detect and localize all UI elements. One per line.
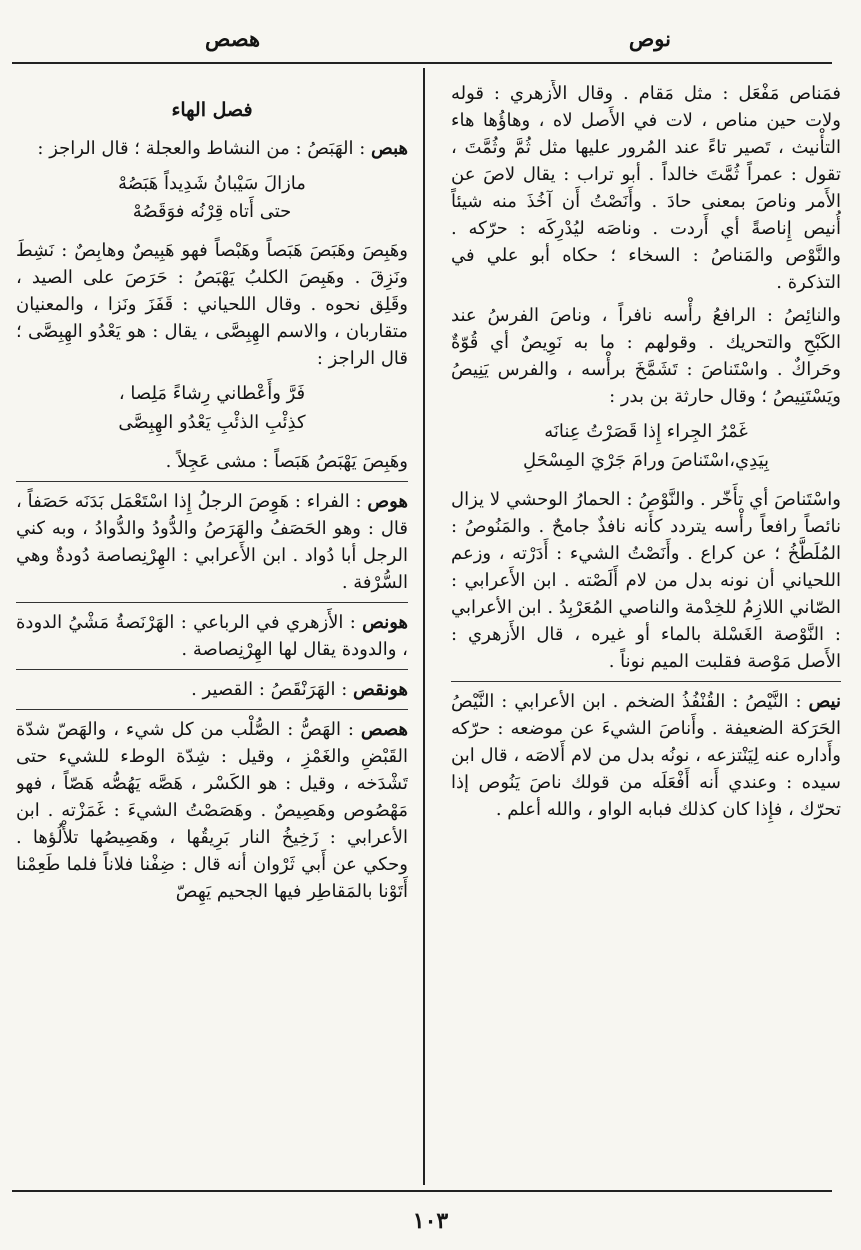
entry-text: : النَّيْصُ : القُنْفُذُ الضخم . ابن الأعرابي : النَّيْصُ الحَرَكة الضعيفة . وأَناصَ الشيءَ عن موضعه : حرّكه وأَداره عنه لِيَنْتزعه ، نونُه بدل من لام أَلاصَه ، قال ابن سيده : وعندي أَنه أَفْعَلَه من قولك ناصَ يَنُوص إذا تحرّك ، فإِذا كان كذلك فبابه الواو ، والله أعلم . [451, 690, 841, 820]
headword: هصص [360, 718, 408, 740]
entry-text: : الأَزهري في الرباعي : الهَرْنَصةُ مَشْيُ الدودة ، والدودة يقال لها الهِرْنِصاصة . [16, 611, 408, 660]
dictionary-entry [16, 481, 408, 596]
verse [16, 380, 408, 438]
left-column [16, 80, 408, 1188]
section-title: فصل الهاء [171, 99, 253, 121]
verse-line: غَمْرُ الجِراء إِذا قَصَرْتُ عِنانَه [544, 421, 748, 442]
paragraph: واسْتَناصَ أي تأَخّر . والنَّوْصُ : الحمارُ الوحشي لا يزال نائصاً رافعاً رأْسه يتردد كأَنه نافذٌ جامحٌ . والمَنُوصُ : المُلَطَّخُ ؛ عن كراع . وأَنَصْتُ الشيء : أَدَرْته ، وزعم اللحياني أن نونه بدل من لام أَلَصْته . ابن الأَعرابي : الصّاني اللازِمُ للخِدْمة والناصي المُعَرْبِدُ . ابن الأعرابي : النَّوْصة الغَسْلة بالماء أو غيره ، قال الأَزهري : الأَصل مَوْصة فقلبت الميم نوناً . [451, 488, 841, 672]
bottom-rule [12, 1190, 832, 1192]
headword: هوص [367, 490, 408, 512]
entry-text: : الهَصُّ : الصُّلْب من كل شيء ، والهَصّ شدّة القَبْضِ والغَمْزِ ، وقيل : شِدّة الوطء للشيء حتى تَشْدَخه ، وقيل : هو الكَسْر ، هَصَّه يَهُصُّه هَصّاً ، فهو مَهْصُوص وهَصِيصٌ . وهَصَصْتُ الشيءَ : غَمَزْته . ابن الأعرابي : زَخِيخُ النار بَرِيقُها ، وهَصِيصُها تلأْلُؤها . وحكي عن أَبي ثَرْوان أنه قال : ضِفْنا فلاناً فلما طَعِمْنا أَتَوْنا بالمَقاطِر فيها الجحيم يَهِصّ [16, 718, 408, 902]
entry-text: : الهَبَصُ : من النشاط والعجلة ؛ قال الراجز : [37, 137, 366, 159]
verse-line: فَرَّ وأَعْطاني رِشاءً مَلِصا ، [118, 383, 306, 405]
verse-line: مازالَ سَيْبانُ شَدِيداً هَبَصُهْ [118, 172, 306, 194]
headword: هبص [371, 137, 408, 159]
page-header [0, 26, 861, 60]
headword: نيص [808, 690, 841, 712]
top-rule [12, 62, 832, 64]
dictionary-entry [451, 681, 841, 823]
dictionary-entry [16, 602, 408, 663]
dictionary-entry [16, 709, 408, 905]
header-word-left: هصص [205, 26, 261, 51]
headword: هونص [362, 611, 408, 633]
page-number: ١٠٣ [412, 1208, 449, 1234]
verse [451, 418, 841, 476]
verse-line: بِيَدِي،اسْتَناصَ ورامَ جَرْيَ المِسْحَلِ [522, 449, 770, 471]
dictionary-entry [16, 669, 408, 703]
column-divider [423, 68, 425, 1185]
paragraph: وهَبِصَ وهَبَصَ هَبَصاً وهَبْصاً فهو هَبِيصٌ وهابِصٌ : نَشِطَ ونَزِقَ . وهَبِصَ الكلبُ يَهْبَصُ : حَرَصَ على الصيد ، وقَلِق نحوه . وقال اللحياني : قَفَزَ ونَزا ، والمعنيان متقاربان ، والاسم الهِبِصَّى ، يقال : هو يَعْدُو الهِبِصَّى ؛ قال الراجز : [16, 240, 408, 370]
paragraph: والنائِصُ : الرافعُ رأْسه نافراً ، وناصَ الفرسُ عند الكَبْحِ والتحريك . وقولهم : ما به نَوِيصٌ أي قُوّةٌ وحَراكٌ . واسْتَناصَ : تَشَمَّخَ برأْسه ، والفرس يَنِيصُ ويَسْتَنِيصُ ؛ وقال حارثة بن بدر : [451, 305, 841, 407]
verse-line: حتى أَتاه قِرْنُه فوَقَصُهْ [132, 201, 292, 223]
paragraph: فمَناص مَفْعَل : مثل مَقام . وقال الأَزهري : قوله ولات حين مناص ، لات في الأَصل لاه ، وهاؤُها هاء التأْنيث ، تَصير تاءً عند المُرور عليها مثل ثُمَّ وثُمَّتَ ، تقول : عمراً ثُمَّتَ خالداً . أبو تراب : يقال لاصَ عن الأَمر وناصَ بمعنى حادَ . وأَنَصْتُ أَن آخُذَ منه شيئاً أُنيص إِناصةً أي أَردت . وناصَه ليُدْرِكَه : حرّكه . والنَّوْص والمَناصُ : السخاء ؛ حكاه أبو علي في التذكرة . [451, 83, 841, 293]
entry-text: : الفراء : هَوِصَ الرجلُ إِذا اسْتَعْمَل بَدَنَه حَصَفاً ، قال : وهو الحَصَفُ والهَرَصُ والدُّودُ والدُّوادُ ، وبه كني الرجل أبا دُواد . ابن الأَعرابي : الهِرْنِصاصة دُودةٌ وهي السُّرْفة . [16, 490, 408, 593]
entry-text: : الهَرَنْقَصُ : القصير . [191, 678, 348, 700]
right-column [451, 80, 841, 1188]
header-word-right: نوص [628, 26, 671, 51]
dictionary-entry [16, 135, 408, 162]
verse [16, 170, 408, 228]
verse-line: كذِئْبِ الذئْبِ يَعْدُو الهِبِصَّى [118, 411, 306, 433]
headword: هونقص [353, 678, 408, 700]
paragraph: وهَبِصَ يَهْبَصُ هَبَصاً : مشى عَجِلاً . [165, 450, 408, 472]
